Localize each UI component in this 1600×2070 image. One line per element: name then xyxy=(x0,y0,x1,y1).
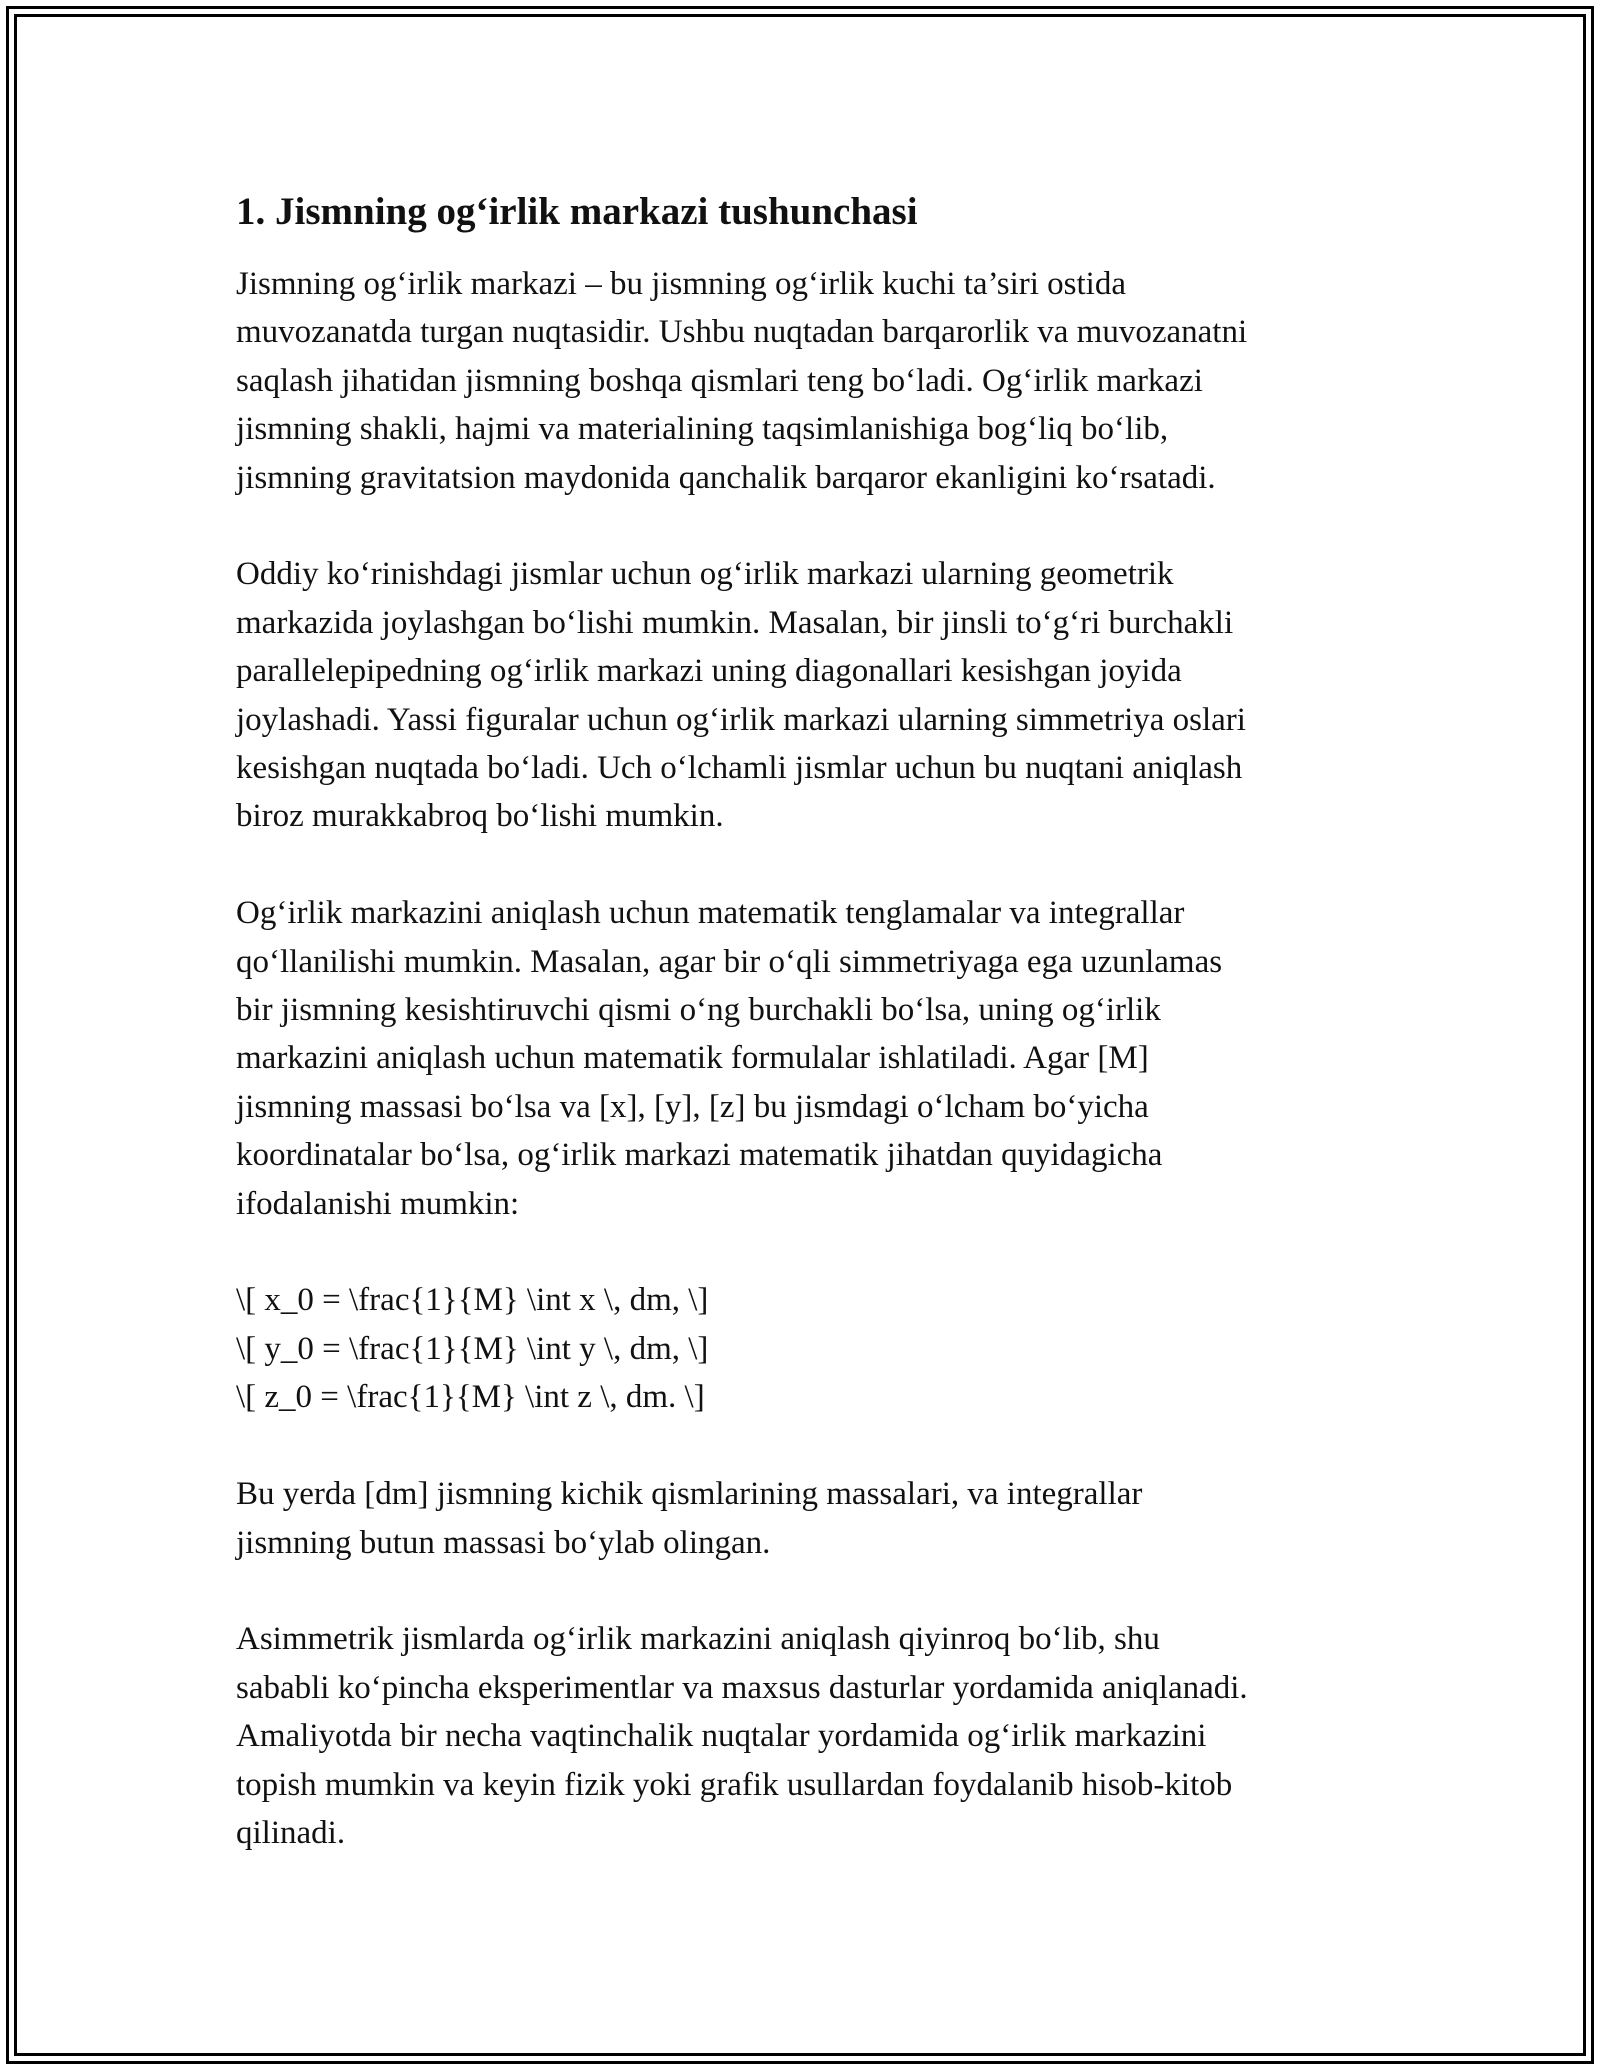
text-line: jismning butun massasi bo‘ylab olingan. xyxy=(236,1524,771,1561)
text-line: ifodalanishi mumkin: xyxy=(236,1185,520,1222)
text-line: markazida joylashgan bo‘lishi mumkin. Masalan, bir jinsli to‘g‘ri burchakli xyxy=(236,604,1234,641)
text-line: kesishgan nuqtada bo‘ladi. Uch o‘lchamli jismlar uchun bu nuqtani aniqlash xyxy=(236,750,1243,787)
text-line: Bu yerda [dm] jismning kichik qismlarining massalari, va integrallar xyxy=(236,1476,1143,1513)
text-line: Amaliyotda bir necha vaqtinchalik nuqtalar yordamida og‘irlik markazini xyxy=(236,1718,1207,1755)
text-line: Asimmetrik jismlarda og‘irlik markazini aniqlash qiyinroq bo‘lib, shu xyxy=(236,1621,1160,1658)
text-line: Oddiy ko‘rinishdagi jismlar uchun og‘irlik markazi ularning geometrik xyxy=(236,556,1174,593)
paragraph-dm-explanation xyxy=(236,1470,1376,1567)
text-line: topish mumkin va keyin fizik yoki grafik usullardan foydalanib hisob-kitob xyxy=(236,1766,1233,1803)
text-line: sababli ko‘pincha eksperimentlar va maxsus dasturlar yordamida aniqlanadi. xyxy=(236,1669,1248,1706)
text-line: biroz murakkabroq bo‘lishi mumkin. xyxy=(236,798,724,835)
paragraph-definition xyxy=(236,260,1376,502)
text-line: qilinadi. xyxy=(236,1814,346,1851)
text-line: jismning shakli, hajmi va materialining taqsimlanishiga bog‘liq bo‘lib, xyxy=(236,411,1169,448)
paragraph-asymmetric-bodies xyxy=(236,1615,1376,1857)
section-heading: 1. Jismning og‘irlik markazi tushunchasi xyxy=(236,190,918,233)
text-line: qo‘llanilishi mumkin. Masalan, agar bir o‘qli simmetriyaga ega uzunlamas xyxy=(236,943,1223,980)
document-body xyxy=(236,186,1376,1906)
text-line: saqlash jihatidan jismning boshqa qismlari teng bo‘ladi. Og‘irlik markazi xyxy=(236,362,1203,399)
text-line: parallelepipedning og‘irlik markazi uning diagonallari kesishgan joyida xyxy=(236,653,1182,690)
text-line: muvozanatda turgan nuqtasidir. Ushbu nuqtadan barqarorlik va muvozanatni xyxy=(236,314,1248,351)
formula-z: \[ z_0 = \frac{1}{M} \int z \, dm. \] xyxy=(236,1379,705,1416)
text-line: jismning massasi bo‘lsa va [x], [y], [z] bu jismdagi o‘lcham bo‘yicha xyxy=(236,1088,1149,1125)
text-line: joylashadi. Yassi figuralar uchun og‘irlik markazi ularning simmetriya oslari xyxy=(236,701,1246,738)
formula-y: \[ y_0 = \frac{1}{M} \int y \, dm, \] xyxy=(236,1330,709,1367)
text-line: koordinatalar bo‘lsa, og‘irlik markazi matematik jihatdan quyidagicha xyxy=(236,1137,1163,1174)
paragraph-math-method xyxy=(236,889,1376,1228)
text-line: jismning gravitatsion maydonida qanchalik barqaror ekanligini ko‘rsatadi. xyxy=(236,459,1216,496)
text-line: markazini aniqlash uchun matematik formulalar ishlatiladi. Agar [M] xyxy=(236,1040,1149,1077)
text-line: Og‘irlik markazini aniqlash uchun matematik tenglamalar va integrallar xyxy=(236,895,1185,932)
text-line: bir jismning kesishtiruvchi qismi o‘ng burchakli bo‘lsa, uning og‘irlik xyxy=(236,992,1161,1029)
formula-x: \[ x_0 = \frac{1}{M} \int x \, dm, \] xyxy=(236,1282,709,1319)
text-line: Jismning og‘irlik markazi – bu jismning og‘irlik kuchi ta’siri ostida xyxy=(236,266,1126,302)
formula-block xyxy=(236,1276,1376,1421)
paragraph-simple-bodies xyxy=(236,550,1376,840)
